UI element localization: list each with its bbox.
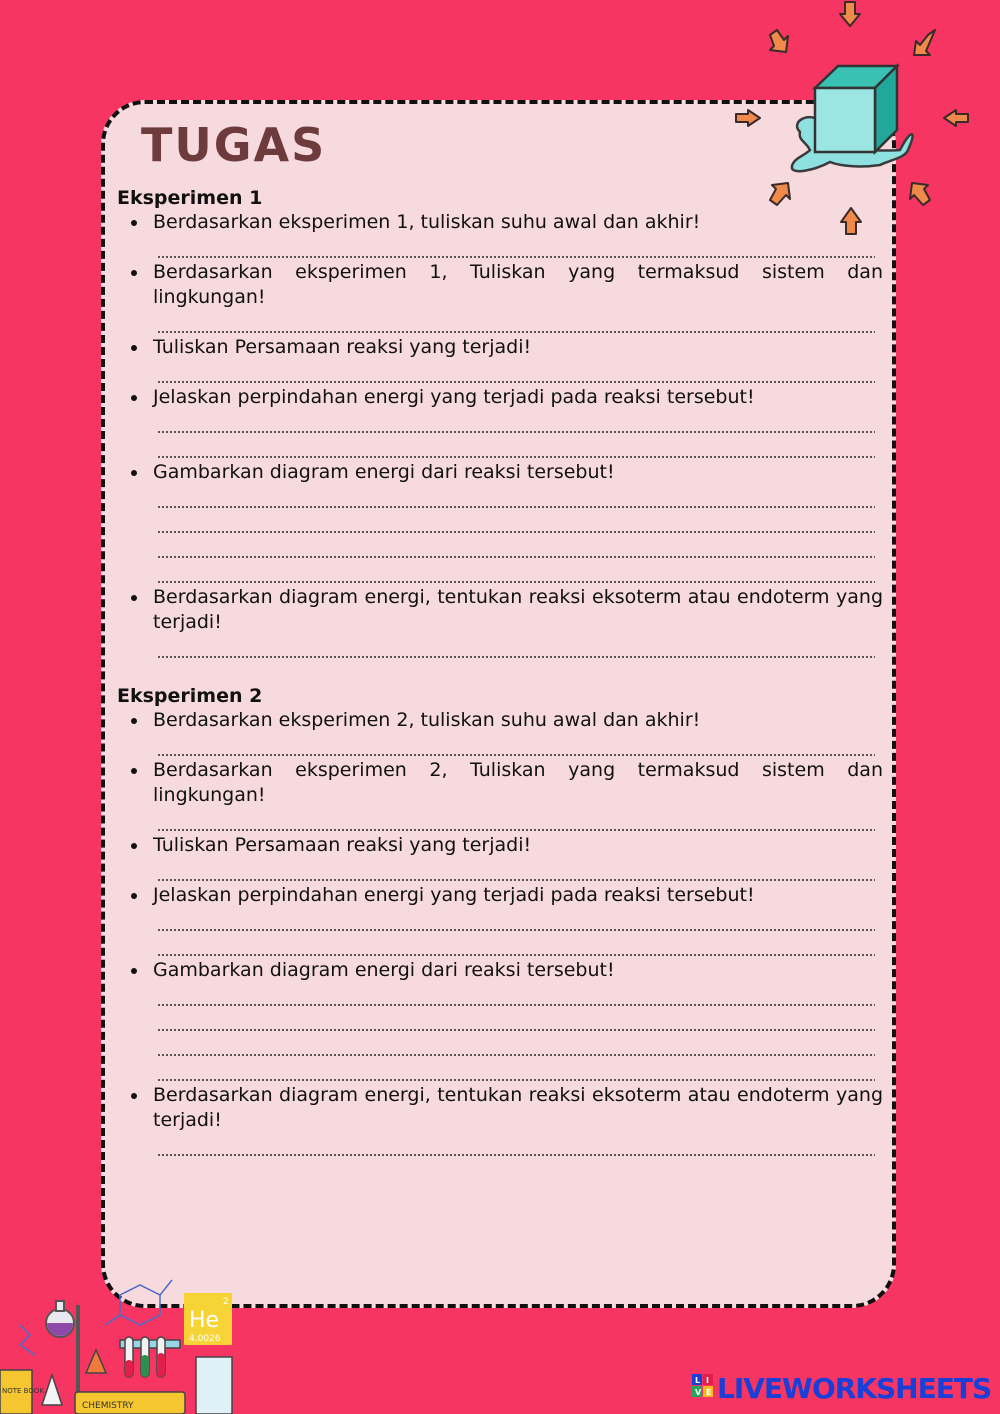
- book-label: CHEMISTRY: [82, 1401, 134, 1411]
- page-title: TUGAS: [141, 118, 327, 172]
- bullet-icon: [131, 893, 137, 899]
- bullet-icon: [131, 768, 137, 774]
- arrow-icon: [770, 30, 788, 52]
- test-tubes-icon: [120, 1337, 180, 1377]
- question-item: [117, 210, 883, 260]
- bullet-icon: [131, 595, 137, 601]
- section-spacer: [117, 660, 883, 684]
- logo-letter: I: [706, 1376, 708, 1385]
- answer-line[interactable]: [157, 733, 875, 758]
- logo-letter: L: [695, 1376, 700, 1385]
- answer-line[interactable]: [157, 1033, 875, 1058]
- element-tile: [184, 1293, 232, 1345]
- answer-line[interactable]: [157, 435, 875, 460]
- experiment-heading: Eksperimen 2: [117, 685, 263, 707]
- bullet-icon: [131, 1093, 137, 1099]
- question-text: Gambarkan diagram energi dari reaksi tersebut!: [153, 959, 615, 981]
- logo-letter: V: [695, 1388, 701, 1397]
- question-list: [117, 708, 883, 1158]
- arrow-icon: [910, 183, 930, 205]
- question-item: [117, 833, 883, 883]
- question-text: Tuliskan Persamaan reaksi yang terjadi!: [153, 834, 532, 856]
- element-number: 2: [223, 1297, 229, 1307]
- question-item: [117, 585, 883, 660]
- question-text: Berdasarkan eksperimen 1, Tuliskan yang termaksud sistem dan lingkungan!: [153, 261, 883, 308]
- question-text: Jelaskan perpindahan energi yang terjadi pada reaksi tersebut!: [153, 386, 755, 408]
- arrow-icon: [944, 110, 968, 126]
- answer-line[interactable]: [157, 535, 875, 560]
- answer-line[interactable]: [157, 908, 875, 933]
- worksheet-content: [117, 186, 883, 1158]
- element-mass: 4.0026: [189, 1334, 221, 1344]
- bullet-icon: [131, 345, 137, 351]
- question-item: [117, 958, 883, 1083]
- question-text: Berdasarkan eksperimen 2, tuliskan suhu awal dan akhir!: [153, 709, 701, 731]
- question-text: Berdasarkan eksperimen 2, Tuliskan yang termaksud sistem dan lingkungan!: [153, 759, 883, 806]
- bullet-icon: [131, 968, 137, 974]
- chemistry-book-icon: [75, 1392, 185, 1414]
- chemistry-decoration: [0, 1265, 240, 1414]
- answer-line[interactable]: [157, 485, 875, 510]
- question-item: [117, 708, 883, 758]
- answer-line[interactable]: [157, 310, 875, 335]
- question-item: [117, 883, 883, 958]
- question-item: [117, 758, 883, 833]
- question-item: [117, 260, 883, 335]
- answer-line[interactable]: [157, 560, 875, 585]
- answer-line[interactable]: [157, 410, 875, 435]
- answer-line[interactable]: [157, 1008, 875, 1033]
- bullet-icon: [131, 220, 137, 226]
- logo-letter: E: [706, 1388, 711, 1397]
- answer-line[interactable]: [157, 235, 875, 260]
- ice-cube-icon: [815, 66, 897, 152]
- answer-line[interactable]: [157, 933, 875, 958]
- logo-mark-icon: [692, 1372, 714, 1400]
- answer-line[interactable]: [157, 360, 875, 385]
- arrow-icon: [736, 110, 760, 126]
- answer-line[interactable]: [157, 1133, 875, 1158]
- notebook-icon: [0, 1370, 44, 1414]
- question-item: [117, 335, 883, 385]
- question-text: Berdasarkan diagram energi, tentukan reaksi eksoterm atau endoterm yang terjadi!: [153, 1084, 883, 1131]
- question-item: [117, 1083, 883, 1158]
- answer-line[interactable]: [157, 635, 875, 660]
- question-text: Berdasarkan diagram energi, tentukan reaksi eksoterm atau endoterm yang terjadi!: [153, 586, 883, 633]
- element-symbol: He: [189, 1308, 220, 1333]
- question-text: Tuliskan Persamaan reaksi yang terjadi!: [153, 336, 532, 358]
- arrow-icon: [914, 30, 935, 55]
- question-list: [117, 210, 883, 660]
- bullet-icon: [131, 718, 137, 724]
- notebook-label: NOTE BOOK: [2, 1387, 44, 1395]
- question-text: Berdasarkan eksperimen 1, tuliskan suhu awal dan akhir!: [153, 211, 701, 233]
- answer-line[interactable]: [157, 510, 875, 535]
- bullet-icon: [131, 470, 137, 476]
- question-item: [117, 385, 883, 460]
- answer-line[interactable]: [157, 808, 875, 833]
- answer-line[interactable]: [157, 1058, 875, 1083]
- bullet-icon: [131, 843, 137, 849]
- bullet-icon: [131, 395, 137, 401]
- liveworksheets-logo[interactable]: [692, 1372, 991, 1405]
- logo-text: LIVEWORKSHEETS: [717, 1372, 992, 1405]
- answer-line[interactable]: [157, 858, 875, 883]
- bullet-icon: [131, 270, 137, 276]
- arrow-icon: [840, 2, 860, 26]
- answer-line[interactable]: [157, 983, 875, 1008]
- question-text: Gambarkan diagram energi dari reaksi tersebut!: [153, 461, 615, 483]
- question-text: Jelaskan perpindahan energi yang terjadi pada reaksi tersebut!: [153, 884, 755, 906]
- question-item: [117, 460, 883, 585]
- experiment-heading: Eksperimen 1: [117, 187, 263, 209]
